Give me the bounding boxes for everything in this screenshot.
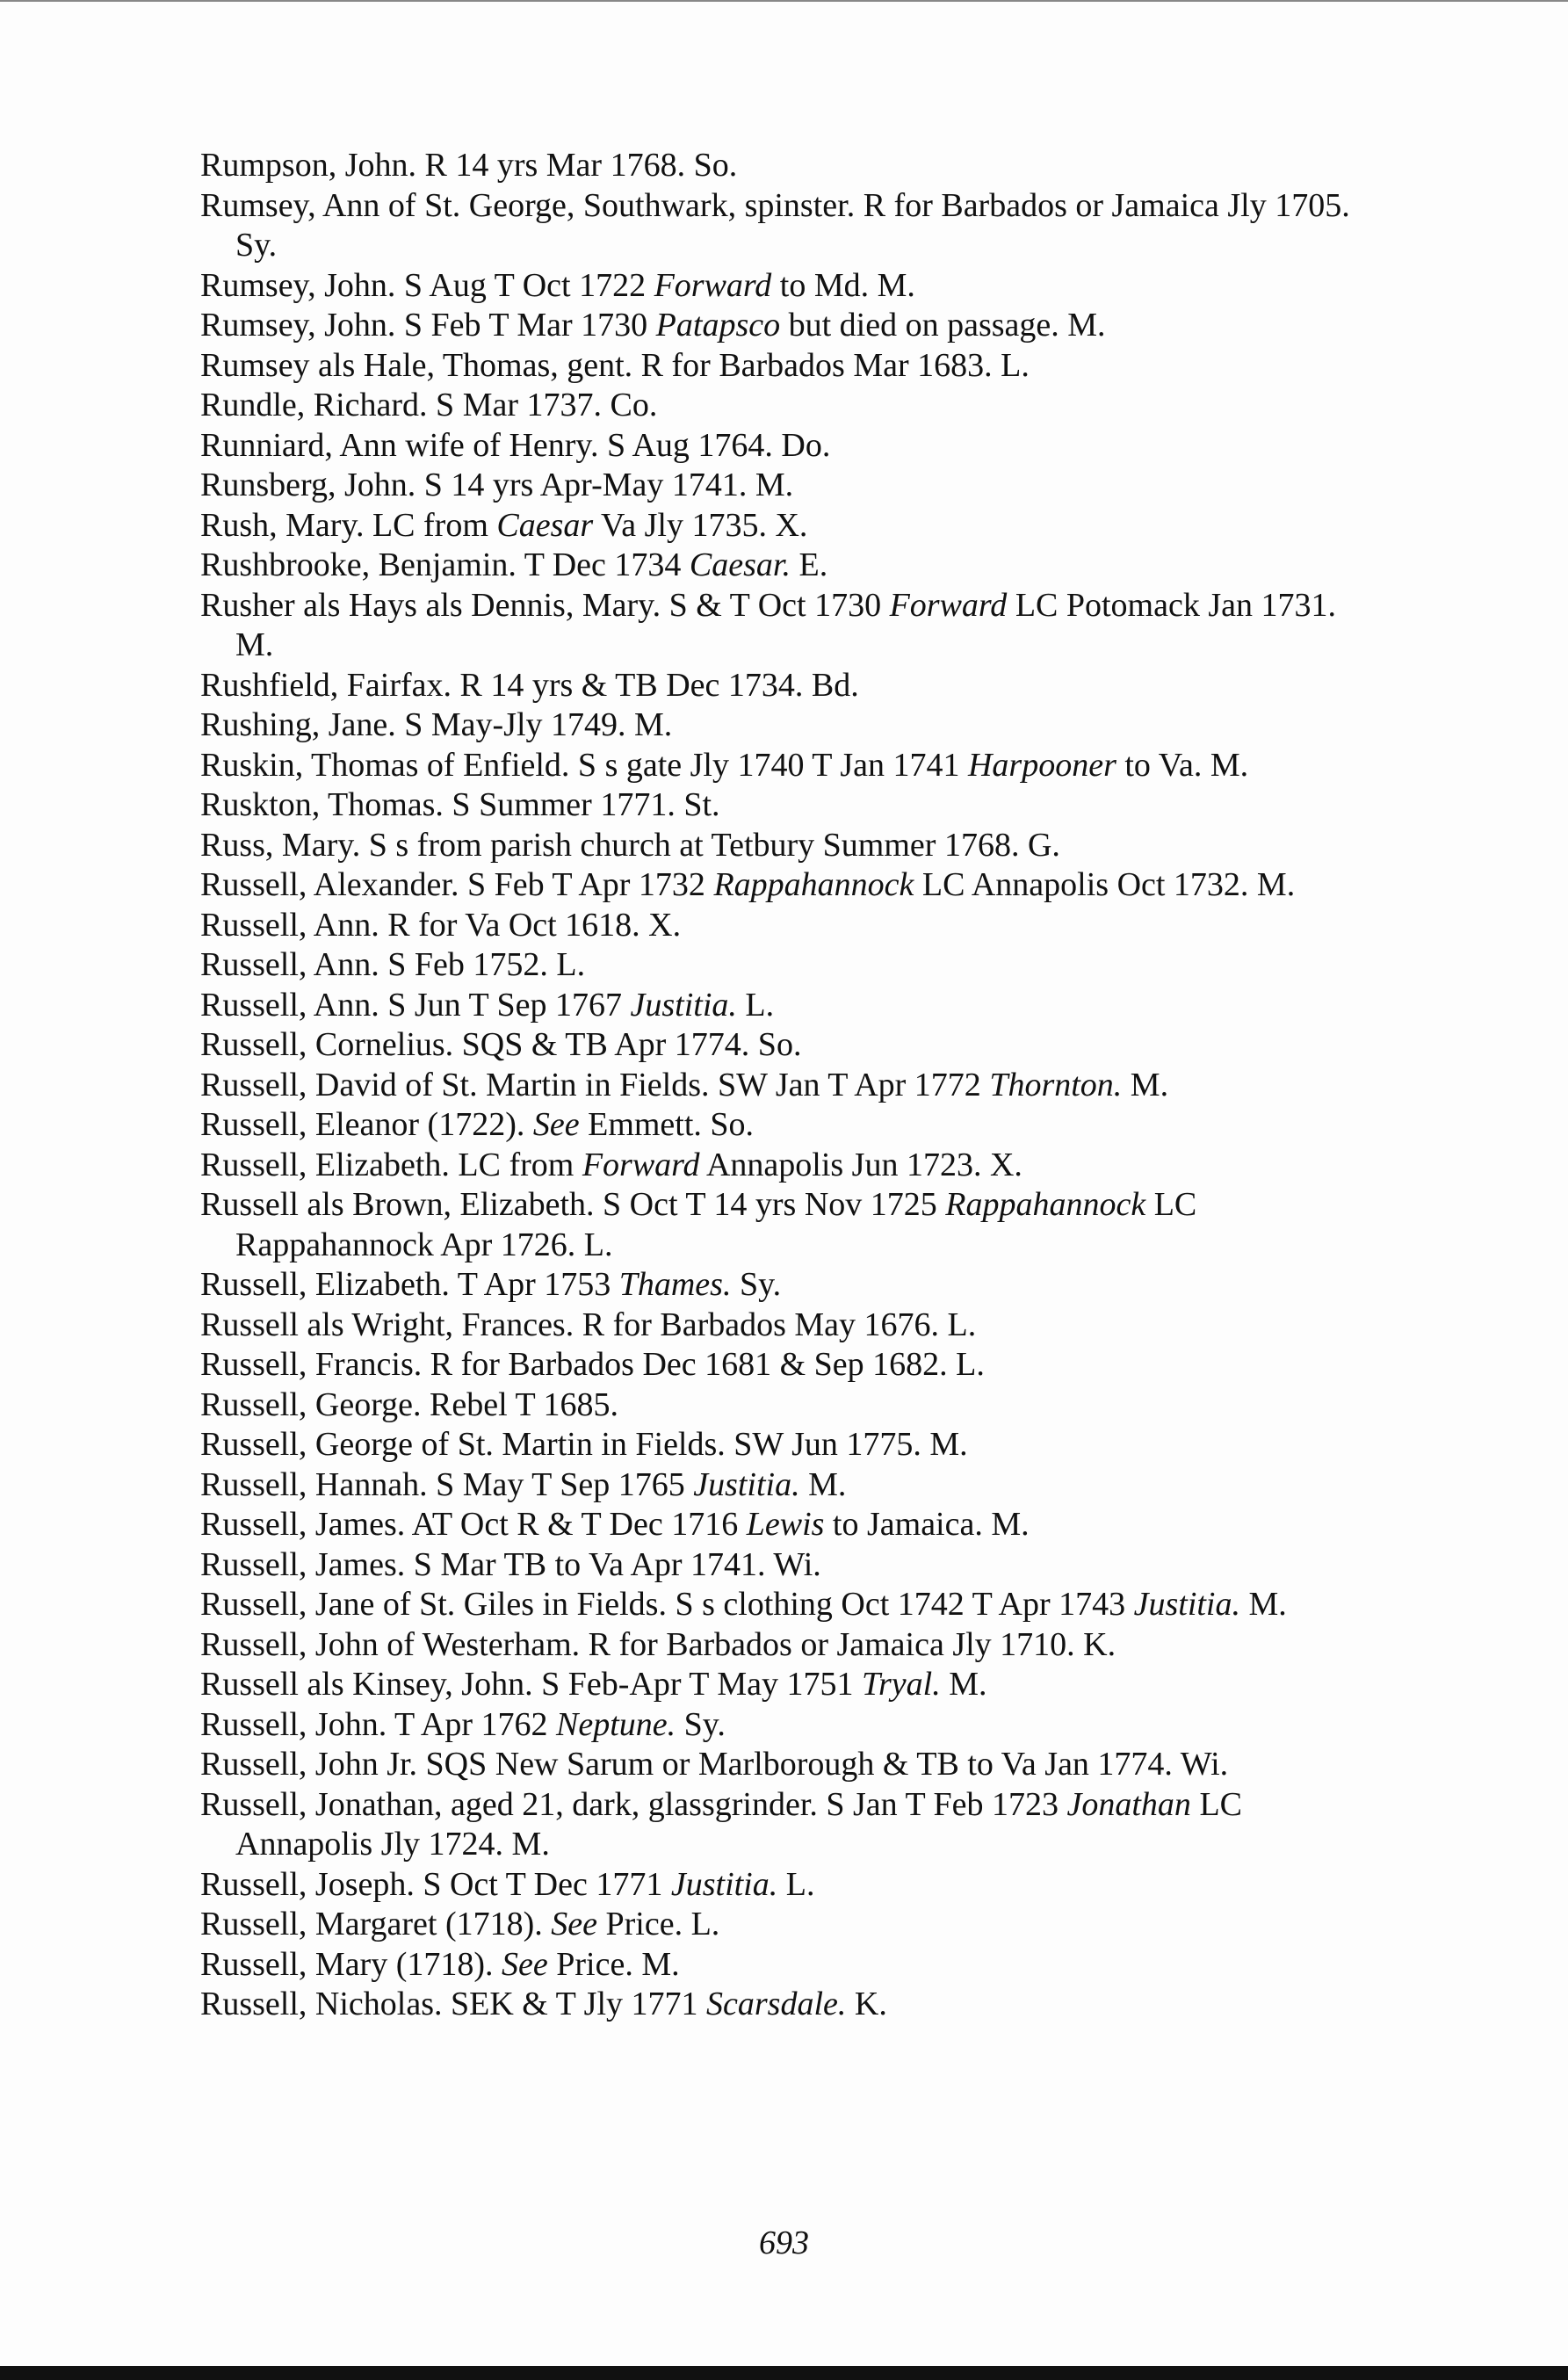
entry-text: Russell, Mary (1718). — [200, 1945, 502, 1983]
entry-text: Rushing, Jane. S May-Jly 1749. M. — [200, 706, 673, 743]
entry — [200, 546, 1377, 586]
entry-text: Russell, Jonathan, aged 21, dark, glassgrinder. S Jan T Feb 1723 — [200, 1785, 1067, 1823]
entry — [200, 1505, 1377, 1545]
entry-text: Russell, Francis. R for Barbados Dec 1681 & Sep 1682. L. — [200, 1346, 985, 1383]
entry-text: Emmett. So. — [579, 1106, 755, 1143]
entry-list — [200, 146, 1377, 2025]
entry-italic-text: See — [551, 1906, 598, 1942]
entry — [200, 1985, 1377, 2025]
entry-text: Rusher als Hays als Dennis, Mary. S & T Oct 1730 — [200, 586, 890, 624]
entry — [200, 346, 1377, 387]
entry — [200, 1265, 1377, 1306]
page-number: 693 — [759, 2224, 809, 2261]
entry — [200, 1705, 1377, 1746]
entry-text: Russell als Kinsey, John. S Feb-Apr T May 1751 — [200, 1666, 862, 1703]
entry — [200, 1025, 1377, 1066]
entry — [200, 906, 1377, 946]
entry — [200, 1385, 1377, 1426]
entry-text: E. — [791, 546, 828, 583]
entry — [200, 1585, 1377, 1625]
entry — [200, 865, 1377, 906]
entry-text: M. — [799, 1465, 847, 1503]
entry-text: K. — [846, 1986, 887, 2022]
entry-text: Rushbrooke, Benjamin. T Dec 1734 — [200, 546, 690, 583]
page-top-edge — [0, 0, 1568, 2]
entry-text: Rumpson, John. R 14 yrs Mar 1768. So. — [200, 147, 738, 184]
entry-text: M. — [1122, 1066, 1169, 1103]
entry-text: Runsberg, John. S 14 yrs Apr-May 1741. M. — [200, 467, 794, 503]
entry-text: Russell, Eleanor (1722). — [200, 1106, 533, 1143]
entry-text: Russell, Hannah. S May T Sep 1765 — [200, 1465, 694, 1503]
entry — [200, 945, 1377, 986]
entry — [200, 1306, 1377, 1346]
entry — [200, 1745, 1377, 1785]
entry-italic-text: Justitia. — [670, 1865, 778, 1903]
entry-text: Russell, James. AT Oct R & T Dec 1716 — [200, 1506, 747, 1543]
entry — [200, 1785, 1377, 1865]
entry-text: Russell, John. T Apr 1762 — [200, 1705, 557, 1743]
entry-text: but died on passage. M. — [780, 307, 1106, 344]
entry-text: Va Jly 1735. X. — [593, 506, 808, 544]
entry-text: to Md. M. — [771, 266, 915, 304]
entry — [200, 1625, 1377, 1666]
entry-text: Annapolis Jun 1723. X. — [699, 1146, 1022, 1183]
entry — [200, 746, 1377, 786]
entry — [200, 266, 1377, 307]
entry — [200, 986, 1377, 1026]
entry-text: LC Potomack Jan 1731. M. — [235, 586, 1337, 663]
entry-text: Price. M. — [547, 1945, 680, 1983]
entry-text: to Va. M. — [1116, 746, 1249, 784]
entry-italic-text: Lewis — [746, 1506, 825, 1543]
entry-text: LC Annapolis Jly 1724. M. — [235, 1785, 1242, 1863]
entry-text: L. — [736, 986, 775, 1024]
entry-italic-text: Caesar — [496, 506, 594, 544]
entry — [200, 1905, 1377, 1945]
entry — [200, 1665, 1377, 1705]
entry — [200, 386, 1377, 426]
entry-italic-text: Harpooner — [967, 746, 1116, 784]
entry — [200, 666, 1377, 706]
entry-text: Rumsey, John. S Aug T Oct 1722 — [200, 266, 654, 304]
entry-italic-text: Justitia. — [1133, 1586, 1240, 1623]
entry-text: Russell, Ann. S Feb 1752. L. — [200, 946, 586, 983]
entry-text: Rumsey, Ann of St. George, Southwark, spinster. R for Barbados or Jamaica Jly 1705. Sy. — [200, 186, 1350, 264]
entry-text: Sy. — [676, 1705, 726, 1743]
entry-text: Russell, John of Westerham. R for Barbados or Jamaica Jly 1710. K. — [200, 1625, 1116, 1663]
entry — [200, 146, 1377, 186]
entry — [200, 1865, 1377, 1906]
entry — [200, 1425, 1377, 1465]
entry-text: Russell als Wright, Frances. R for Barbados May 1676. L. — [200, 1306, 977, 1343]
entry-text: Russell, George of St. Martin in Fields. SW Jun 1775. M. — [200, 1426, 968, 1463]
entry-text: Russell, Elizabeth. LC from — [200, 1146, 582, 1183]
entry-text: Ruskin, Thomas of Enfield. S s gate Jly 1740 T Jan 1741 — [200, 746, 968, 784]
entry-text: to Jamaica. M. — [824, 1506, 1030, 1543]
entry — [200, 506, 1377, 546]
entry-text: Russell, James. S Mar TB to Va Apr 1741. Wi. — [200, 1545, 821, 1583]
entry-italic-text: Forward — [654, 266, 772, 304]
entry — [200, 1105, 1377, 1146]
entry — [200, 1146, 1377, 1186]
entry — [200, 186, 1377, 266]
entry-text: Sy. — [731, 1266, 782, 1303]
entry-italic-text: Tryal. — [861, 1666, 941, 1703]
entry-text: Russell, Jane of St. Giles in Fields. S s clothing Oct 1742 T Apr 1743 — [200, 1586, 1134, 1623]
entry-text: Russ, Mary. S s from parish church at Tetbury Summer 1768. G. — [200, 826, 1060, 864]
entry-text: Russell, George. Rebel T 1685. — [200, 1385, 619, 1423]
entry-italic-text: Neptune. — [556, 1705, 676, 1743]
entry-italic-text: Scarsdale. — [706, 1986, 847, 2022]
entry-text: M. — [1240, 1586, 1287, 1623]
entry-italic-text: See — [502, 1945, 548, 1983]
entry-italic-text: Justitia. — [630, 986, 737, 1024]
entry — [200, 466, 1377, 506]
entry-text: Russell, Ann. S Jun T Sep 1767 — [200, 986, 631, 1024]
entry — [200, 306, 1377, 346]
entry — [200, 426, 1377, 467]
entry — [200, 826, 1377, 866]
entry-text: Rundle, Richard. S Mar 1737. Co. — [200, 387, 658, 423]
entry — [200, 1345, 1377, 1385]
entry — [200, 586, 1377, 666]
entry-text: Price. L. — [597, 1906, 720, 1942]
entry-text: Rushfield, Fairfax. R 14 yrs & TB Dec 1734. Bd. — [200, 666, 859, 704]
entry — [200, 1545, 1377, 1586]
entry-text: Rush, Mary. LC from — [200, 506, 497, 544]
entry-text: Russell als Brown, Elizabeth. S Oct T 14 yrs Nov 1725 — [200, 1186, 946, 1223]
entry-text: Russell, Cornelius. SQS & TB Apr 1774. So. — [200, 1026, 802, 1063]
entry-italic-text: Rappahannock — [945, 1186, 1146, 1223]
entry-text: Russell, John Jr. SQS New Sarum or Marlborough & TB to Va Jan 1774. Wi. — [200, 1746, 1229, 1783]
entry-italic-text: Forward — [582, 1146, 700, 1183]
entry-italic-text: Justitia. — [693, 1465, 800, 1503]
entry-italic-text: Jonathan — [1066, 1785, 1191, 1823]
entry — [200, 705, 1377, 746]
entry-italic-text: Forward — [889, 586, 1008, 624]
entry-text: Russell, David of St. Martin in Fields. SW Jan T Apr 1772 — [200, 1066, 990, 1103]
entry — [200, 785, 1377, 826]
entry-italic-text: See — [532, 1106, 580, 1143]
entry-text: Russell, Margaret (1718). — [200, 1906, 552, 1942]
entry — [200, 1465, 1377, 1506]
entry-text: Russell, Alexander. S Feb T Apr 1732 — [200, 866, 714, 903]
entry-italic-text: Thames. — [618, 1266, 732, 1303]
entry-text: LC Rappahannock Apr 1726. L. — [235, 1186, 1197, 1263]
entry-text: Ruskton, Thomas. S Summer 1771. St. — [200, 786, 720, 823]
entry-text: Runniard, Ann wife of Henry. S Aug 1764. Do. — [200, 426, 831, 464]
entry-text: L. — [777, 1865, 815, 1903]
entry-text: LC Annapolis Oct 1732. M. — [914, 866, 1296, 903]
entry — [200, 1066, 1377, 1106]
entry-text: Russell, Joseph. S Oct T Dec 1771 — [200, 1865, 671, 1903]
entry-text: Russell, Elizabeth. T Apr 1753 — [200, 1266, 619, 1303]
entry-italic-text: Caesar. — [689, 546, 791, 583]
entry-text: Rumsey, John. S Feb T Mar 1730 — [200, 307, 656, 344]
scan-bottom-edge — [0, 2366, 1568, 2380]
entry-text: Rumsey als Hale, Thomas, gent. R for Barbados Mar 1683. L. — [200, 346, 1030, 384]
entry — [200, 1185, 1377, 1265]
entry-italic-text: Patapsco — [655, 307, 781, 344]
entry-italic-text: Thornton. — [989, 1066, 1123, 1103]
entry-text: M. — [940, 1666, 987, 1703]
entry — [200, 1945, 1377, 1986]
entry-italic-text: Rappahannock — [713, 866, 914, 903]
entry-text: Russell, Ann. R for Va Oct 1618. X. — [200, 906, 682, 944]
entry-text: Russell, Nicholas. SEK & T Jly 1771 — [200, 1986, 707, 2022]
